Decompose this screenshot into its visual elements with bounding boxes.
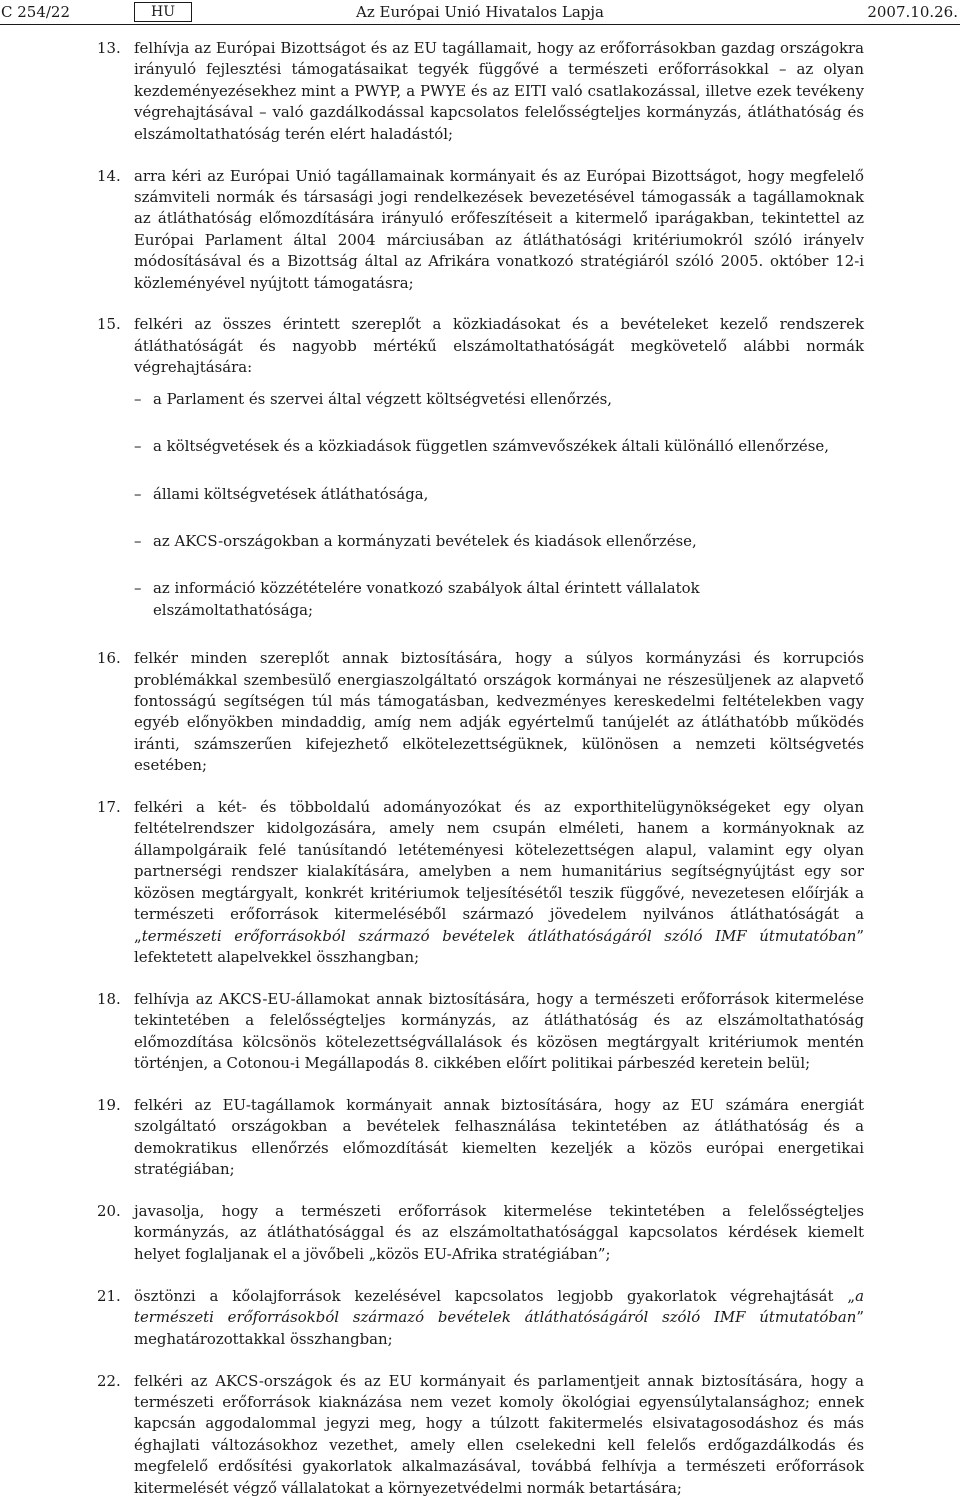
page-reference: C 254/22 [1,3,71,21]
paragraph-16 [97,648,864,776]
paragraph-13 [97,38,864,145]
list-item [97,578,864,621]
list-item [97,484,864,505]
imf-guide-title: természeti erőforrásokból származó bevételek átláthatóságáról szóló IMF útmutatóban [141,926,857,945]
paragraph-15 [97,314,864,378]
paragraph-number: 15. [97,315,121,334]
document-body [97,38,864,1499]
paragraph-20 [97,1201,864,1265]
paragraph-21 [97,1286,864,1350]
list-item-text: az AKCS-országokban a kormányzati bevételek és kiadások ellenőrzése, [153,531,697,550]
header-divider [0,24,960,25]
paragraph-number: 14. [97,166,121,185]
paragraph-text-end: ” meghatározottakkal összhangban; [134,1308,864,1348]
paragraph-text: felhívja az Európai Bizottságot és az EU tagállamait, hogy az erőforrásokban gazdag országokra irányuló fejlesztési támogatásaikat tegyék függővé a természeti erőforrásokkal – az olyan kezdeményezésekhez mint a PWYP, a PWYE és az EITI való csatlakozással, illetve ezek tevékeny végrehajtásával – való gazdálkodással kapcsolatos felelősségteljes kormányzás, átláthatóság és elszámoltathatóság terén elért haladástól; [134,39,864,143]
paragraph-number: 19. [97,1095,121,1114]
paragraph-text: felkéri az AKCS-országok és az EU kormányait és parlamentjeit annak biztosítására, hogy a természeti erőforrások kiaknázása nem vezet komoly ökológiai egyensúlytalansághoz; ennek kapcsán aggodalommal jegyzi meg, hogy a túlzott fakitermelés elsivatagosodáshoz és más éghajlati változásokhoz vezethet, amely ellen cselekedni kell felelős erdőgazdálkodás és megfelelő erdősítési gyakorlatok alkalmazásával, továbbá felhívja a természeti erőforrások kitermelését végző vállalatokat a környezetvédelmi normák betartására; [134,1371,864,1497]
list-item-text: az információ közzétételére vonatkozó szabályok által érintett vállalatok elszámoltathatósága; [153,579,700,619]
dash-marker: – [134,579,142,598]
paragraph-number: 13. [97,39,121,57]
paragraph-text: arra kéri az Európai Unió tagállamainak kormányait és az Európai Bizottságot, hogy megfelelő számviteli normák és társasági jogi rendelkezések bevezetésével támogassák a tagállamoknak az átláthatóság előmozdítására irányuló erőfeszítéseit a kitermelő iparágakban, tekintettel az Európai Parlament által 2004 márciusában az átláthatósági kritériumokról szóló irányelv módosításával és a Bizottság által az Afrikára vonatkozó stratégiáról szóló 2005. október 12-i közleményével nyújtott támogatásra; [134,166,864,292]
paragraph-number: 18. [97,989,121,1008]
standards-list [97,389,864,621]
paragraph-14 [97,166,864,294]
paragraph-number: 16. [97,649,121,668]
page-header [0,0,960,24]
language-code-box: HU [134,2,192,22]
paragraph-text: javasolja, hogy a természeti erőforrások kitermelése tekintetében a felelősségteljes kormányzás, az átláthatósággal és az elszámoltathatósággal kapcsolatos kérdések kiemelt helyet foglaljanak el a jövőbeli „közös EU-Afrika stratégiában”; [134,1202,864,1263]
paragraph-text: ösztönzi a kőolajforrások kezelésével kapcsolatos legjobb gyakorlatok végrehajtását „ [134,1286,856,1305]
publication-date: 2007.10.26. [867,3,958,21]
paragraph-number: 22. [97,1371,121,1390]
paragraph-text: felkéri a két- és többoldalú adományozókat és az exporthitelügynökségeket egy olyan feltételrendszer kidolgozására, amely nem csupán elméleti, hanem a kormányoknak az állampolgáraik felé tanúsítandó letéteményesi kötelezettségen alapul, valamint egy olyan partnerségi rendszer kialakítására, amelyben a nem humanitárius segítségnyújtást egy sor közösen megtárgyalt, konkrét kritériumok teljesítésétől teszik függővé, nevezetesen előírják a természeti erőforrások kitermeléséből származó jövedelem nyilvános átláthatóságát a „ [134,798,864,945]
paragraph-18 [97,989,864,1075]
paragraph-text: felkér minden szereplőt annak biztosítására, hogy a súlyos kormányzási és korrupciós problémákkal szembesülő energiaszolgáltató országok kormányai ne részesüljenek az alapvető fontosságú segítségen túl más támogatásban, kedvezményes kereskedelmi feltételekben vagy egyéb előnyökben mindaddig, amíg nem adják egyértelmű tanújelét az átláthatóbb működés iránti, számszerűen kifejezhető elkötelezettségüknek, különösen a nemzeti költségvetés esetében; [134,649,864,775]
paragraph-number: 20. [97,1202,121,1221]
paragraph-19 [97,1095,864,1181]
list-item [97,531,864,552]
paragraph-number: 21. [97,1286,121,1305]
dash-marker: – [134,389,142,408]
list-item [97,389,864,410]
paragraph-text: felkéri az EU-tagállamok kormányait annak biztosítására, hogy az EU számára energiát szolgáltató országokban a bevételek felhasználása tekintetében az átláthatóság és a demokratikus ellenőrzés előmozdítását kiemelten kezeljék a közös európai energetikai stratégiában; [134,1095,864,1179]
dash-marker: – [134,437,142,456]
list-item-text: a Parlament és szervei által végzett költségvetési ellenőrzés, [153,389,613,408]
paragraph-22 [97,1371,864,1499]
list-item-text: a költségvetések és a közkiadások független számvevőszékek általi különálló ellenőrzése, [153,437,829,456]
dash-marker: – [134,484,142,503]
paragraph-number: 17. [97,798,121,817]
imf-guide-title: a természeti erőforrásokból származó bevételek átláthatóságáról szóló IMF útmutatóban [134,1286,864,1327]
dash-marker: – [134,531,142,550]
paragraph-text: felkéri az összes érintett szereplőt a közkiadásokat és a bevételeket kezelő rendszerek átláthatóságát és nagyobb mértékű elszámoltathatóságát megkövetelő alábbi normák végrehajtására: [134,315,864,377]
paragraph-text: felhívja az AKCS-EU-államokat annak biztosítására, hogy a természeti erőforrások kitermelése tekintetében a felelősségteljes kormányzás, az átláthatóság és az elszámoltathatóság előmozdítása kölcsönös kötelezettségvállalások és közösen megtárgyalt kritériumok mentén történjen, a Cotonou-i Megállapodás 8. cikkében előírt politikai párbeszéd keretein belül; [134,989,864,1073]
list-item-text: állami költségvetések átláthatósága, [153,484,429,503]
list-item [97,436,864,457]
paragraph-17 [97,797,864,968]
paragraph-text-end: ” lefektetett alapelvekkel összhangban; [134,926,864,966]
journal-title: Az Európai Unió Hivatalos Lapja [356,3,604,21]
